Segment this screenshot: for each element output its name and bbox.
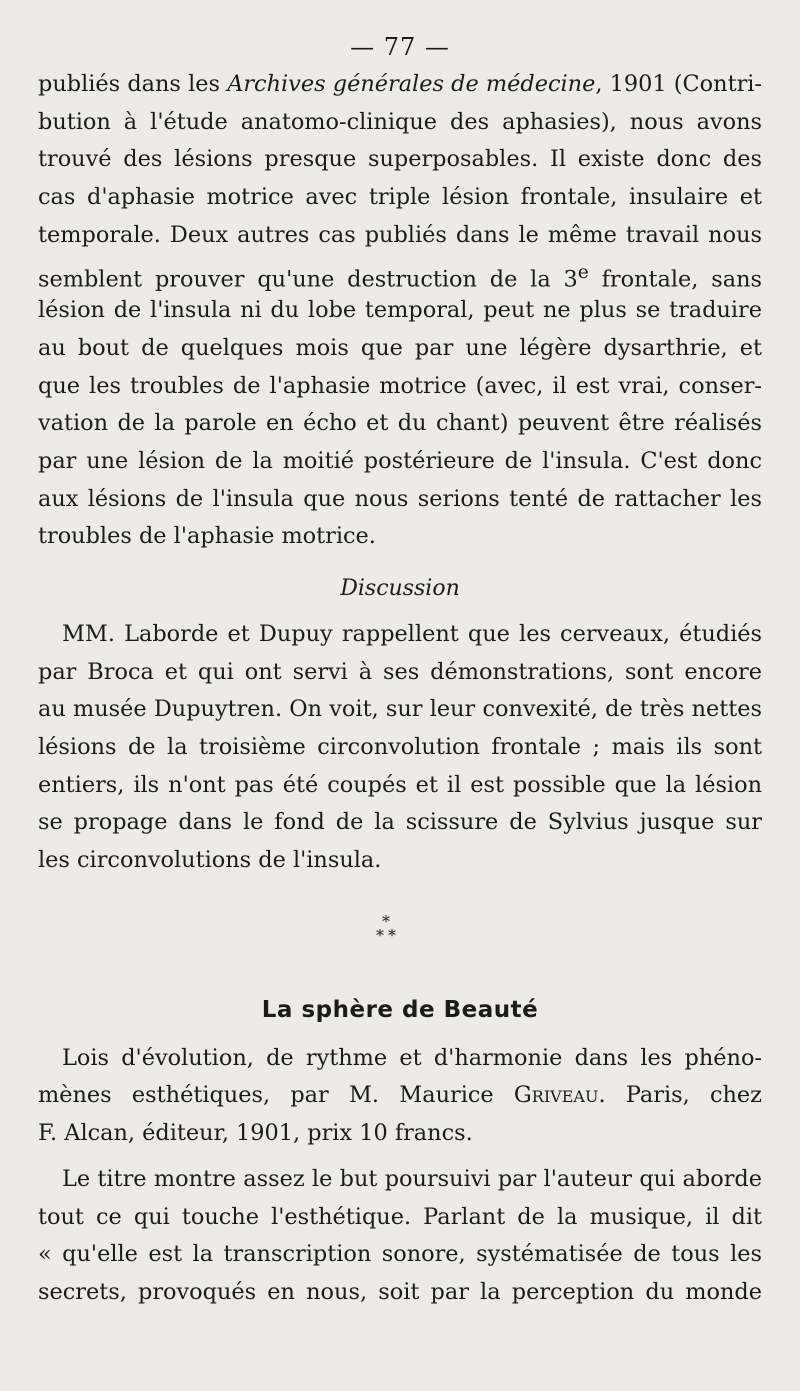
text-line: tout ce qui touche l'esthétique. Parlant de la musique, il dit	[38, 1203, 762, 1230]
page-number: — 77 —	[350, 33, 450, 61]
text-line: au musée Dupuytren. On voit, sur leur convexité, de très nettes	[38, 696, 762, 723]
text-line: Lois d'évolution, de rythme et d'harmonie dans les phéno-	[62, 1044, 762, 1071]
text-line: par Broca et qui ont servi à ses démonstrations, sont encore	[38, 658, 762, 685]
text-line: lésion de l'insula ni du lobe temporal, peut ne plus se traduire	[38, 297, 762, 324]
text-line: cas d'aphasie motrice avec triple lésion frontale, insulaire et	[38, 184, 762, 211]
text-line: vation de la parole en écho et du chant) peuvent être réalisés	[38, 410, 762, 437]
text-line: par une lésion de la moitié postérieure de l'insula. C'est donc	[38, 447, 762, 474]
text-line: bution à l'étude anatomo-clinique des aphasies), nous avons	[38, 108, 762, 135]
text-line: F. Alcan, éditeur, 1901, prix 10 francs.	[38, 1120, 473, 1147]
text-line: « qu'elle est la transcription sonore, systématisée de tous les	[38, 1241, 762, 1268]
text-line: que les troubles de l'aphasie motrice (avec, il est vrai, conser-	[38, 372, 762, 399]
text-line: troubles de l'aphasie motrice.	[38, 523, 376, 550]
text-line: les circonvolutions de l'insula.	[38, 847, 382, 874]
text-line: publiés dans les Archives générales de médecine, 1901 (Contri-	[38, 71, 762, 97]
text-line: secrets, provoqués en nous, soit par la perception du monde	[38, 1278, 762, 1305]
text-line: MM. Laborde et Dupuy rappellent que les cerveaux, étudiés	[62, 620, 762, 647]
text-line: lésions de la troisième circonvolution frontale ; mais ils sont	[38, 734, 762, 760]
text-line: trouvé des lésions presque superposables. Il existe donc des	[38, 146, 762, 173]
section-separator: * * *	[376, 911, 398, 945]
text-line: mènes esthétiques, par M. Maurice Griveau. Paris, chez	[38, 1082, 762, 1109]
paragraph-aphasia-lesions	[38, 66, 762, 556]
text-line: entiers, ils n'ont pas été coupés et il est possible que la lésion	[38, 771, 762, 798]
text-line: se propage dans le fond de la scissure de Sylvius jusque sur	[38, 809, 762, 836]
document-page	[38, 28, 762, 1312]
paragraph-book-reference	[38, 1040, 762, 1153]
text-line: aux lésions de l'insula que nous serions tenté de rattacher les	[38, 485, 762, 512]
text-line: Le titre montre assez le but poursuivi par l'auteur qui aborde	[62, 1165, 762, 1192]
text-line: semblent prouver qu'une destruction de la 3e frontale, sans	[38, 262, 762, 293]
text-line: au bout de quelques mois que par une légère dysarthrie, et	[38, 334, 762, 361]
text-line: temporale. Deux autres cas publiés dans le même travail nous	[38, 221, 762, 248]
paragraph-discussion	[38, 616, 762, 880]
discussion-heading: Discussion	[340, 575, 460, 601]
section-title: La sphère de Beauté	[261, 996, 539, 1023]
paragraph-review	[38, 1161, 762, 1312]
